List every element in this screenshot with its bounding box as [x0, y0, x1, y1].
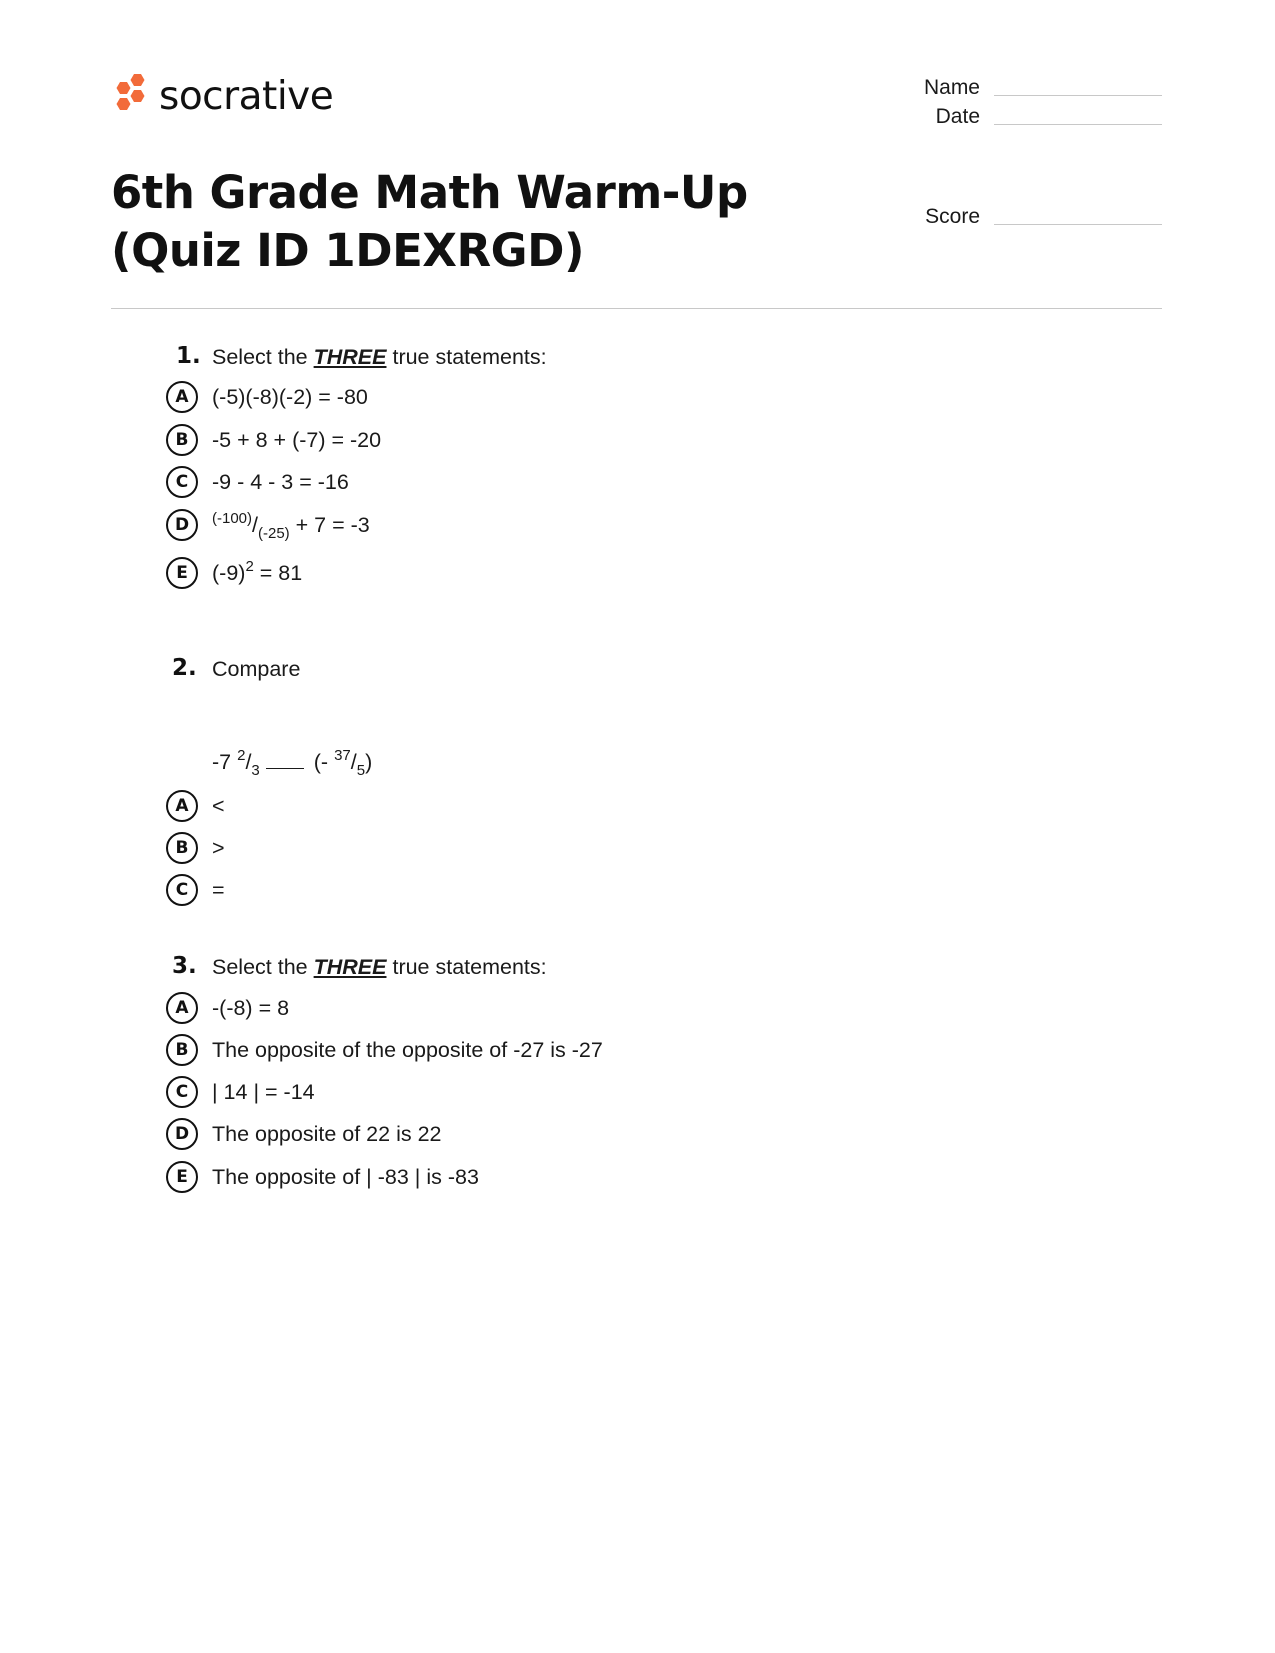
option-letter: B [166, 832, 198, 864]
question-1-option-c[interactable] [166, 465, 349, 499]
option-text: The opposite of | -83 | is -83 [212, 1164, 479, 1189]
fraction-slash: / [350, 750, 357, 774]
option-letter: C [166, 466, 198, 498]
fraction-denominator: (-25) [258, 524, 290, 542]
power-exponent: 2 [245, 557, 254, 575]
fraction-numerator: 2 [237, 747, 246, 764]
fraction-numerator: 37 [334, 747, 351, 764]
option-text: > [212, 835, 225, 860]
prompt-pre: Select the [212, 345, 308, 369]
option-letter: D [166, 1118, 198, 1150]
option-text: = [212, 877, 225, 902]
name-field [880, 76, 1162, 100]
date-field [880, 105, 1162, 129]
option-letter: D [166, 509, 198, 541]
question-3-option-a[interactable] [166, 991, 289, 1025]
option-text [212, 509, 370, 542]
option-letter: E [166, 1161, 198, 1193]
question-1-prompt [212, 345, 547, 370]
option-letter: B [166, 424, 198, 456]
question-1-option-e[interactable] [166, 556, 302, 590]
question-1-option-d[interactable] [166, 508, 370, 542]
question-2-prompt: Compare [212, 657, 301, 681]
date-label: Date [935, 105, 980, 128]
option-rest: = 81 [253, 560, 303, 585]
fraction-slash: / [245, 750, 252, 774]
option-text [212, 557, 303, 586]
option-text: (-5)(-8)(-2) = -80 [212, 384, 368, 409]
question-3-option-b[interactable] [166, 1033, 603, 1067]
option-text: The opposite of 22 is 22 [212, 1121, 442, 1146]
option-rest: + 7 = -3 [289, 512, 370, 537]
option-text: -(-8) = 8 [212, 995, 290, 1020]
question-3-prompt [212, 955, 547, 980]
fraction-denominator: 3 [251, 762, 260, 779]
fraction-numerator: (-100) [212, 509, 253, 527]
option-text: < [212, 793, 225, 818]
fraction-slash: / [252, 512, 258, 537]
mixed-whole: -7 [212, 750, 238, 774]
question-3-option-c[interactable] [166, 1075, 315, 1109]
name-label: Name [923, 76, 980, 99]
score-field [880, 205, 1162, 229]
fraction-denominator: 5 [356, 762, 366, 779]
prompt-pre: Select the [212, 955, 308, 979]
paren-close: ) [365, 750, 373, 774]
page-title: 6th Grade Math Warm-Up (Quiz ID 1DEXRGD) [111, 166, 748, 277]
option-text: -5 + 8 + (-7) = -20 [212, 427, 382, 452]
question-1-number: 1. [176, 343, 201, 369]
option-letter: B [166, 1034, 198, 1066]
answer-blank [266, 767, 304, 769]
option-letter: A [166, 381, 198, 413]
option-letter: A [166, 992, 198, 1024]
question-1-option-a[interactable] [166, 380, 368, 414]
question-2-option-b[interactable] [166, 831, 225, 865]
score-line [994, 223, 1162, 225]
question-3-number: 3. [172, 953, 197, 979]
power-base: (-9) [212, 560, 246, 585]
score-label: Score [925, 205, 980, 228]
question-3-option-e[interactable] [166, 1160, 479, 1194]
option-text: | 14 | = -14 [212, 1079, 315, 1104]
logo [111, 72, 333, 120]
question-3-option-d[interactable] [166, 1117, 442, 1151]
prompt-emphasis: THREE [313, 345, 387, 369]
option-letter: E [166, 557, 198, 589]
header-divider [111, 308, 1162, 309]
socrative-hexagon-icon [111, 72, 149, 120]
question-1-option-b[interactable] [166, 423, 381, 457]
option-letter: C [166, 874, 198, 906]
logo-text: socrative [159, 73, 334, 119]
question-2-number: 2. [172, 655, 197, 681]
option-letter: A [166, 790, 198, 822]
option-text: -9 - 4 - 3 = -16 [212, 469, 349, 494]
question-2-expression [212, 747, 373, 779]
date-line [994, 123, 1162, 125]
prompt-post: true statements: [392, 345, 547, 369]
question-2-option-a[interactable] [166, 789, 225, 823]
question-2-option-c[interactable] [166, 873, 225, 907]
option-letter: C [166, 1076, 198, 1108]
name-line [994, 94, 1162, 96]
prompt-emphasis: THREE [313, 955, 387, 979]
paren-open: (- [313, 750, 335, 774]
prompt-post: true statements: [392, 955, 547, 979]
option-text: The opposite of the opposite of -27 is -27 [212, 1037, 603, 1062]
